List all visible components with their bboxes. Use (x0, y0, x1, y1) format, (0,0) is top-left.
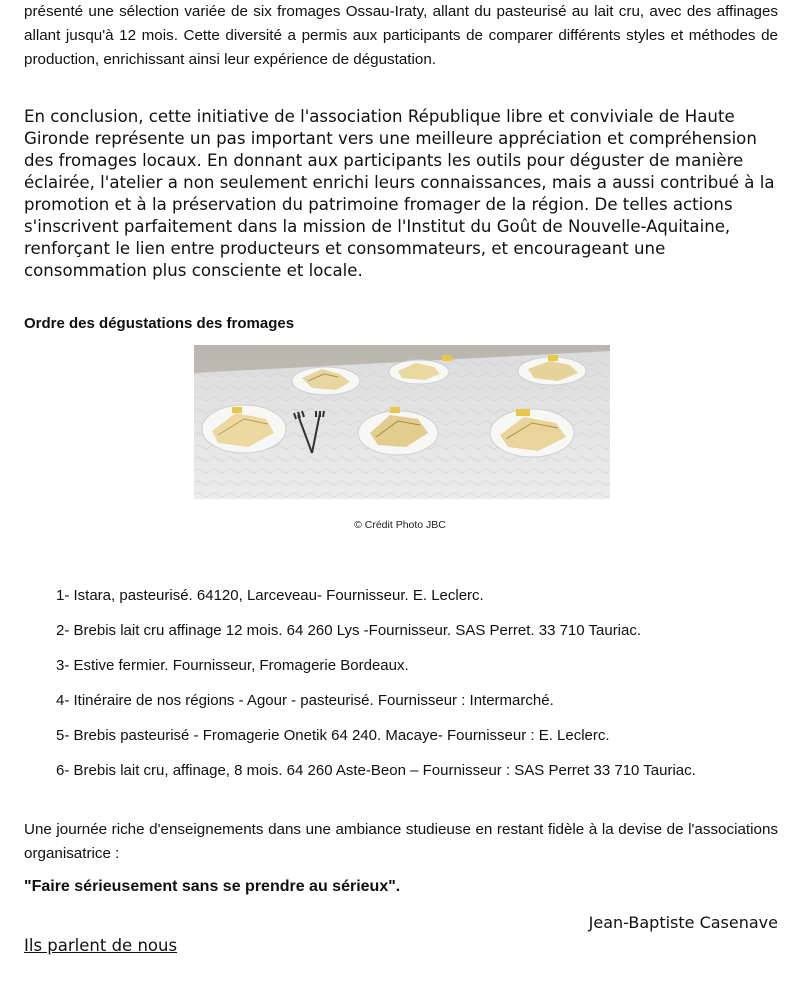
cheese-plate-4 (202, 405, 286, 453)
author-signature: Jean-Baptiste Casenave (588, 913, 778, 932)
ils-parlent-de-nous-link[interactable]: Ils parlent de nous (24, 936, 178, 955)
cheese-list-item-3: 3- Estive fermier. Fournisseur, Fromagerie Bordeaux. (56, 657, 409, 674)
photo-illustration (194, 345, 610, 499)
cheese-list-item-1: 1- Istara, pasteurisé. 64120, Larceveau- Fournisseur. E. Leclerc. (56, 587, 484, 604)
motto: "Faire sérieusement sans se prendre au sérieux". (24, 878, 401, 895)
section-title: Ordre des dégustations des fromages (24, 315, 295, 332)
cheese-plate-1 (292, 367, 360, 395)
conclusion-paragraph: En conclusion, cette initiative de l'association République libre et conviviale de Haute Gironde représente un pas important vers une meilleure appréciation et compréhension des fromages locaux. En donnant aux participants les outils pour déguster de manière éclairée, l'atelier a non seulement enrichi leurs connaissances, mais a aussi contribué à la promotion et à la préservation du patrimoine fromager de la région. De telles actions s'inscrivent parfaitement dans la mission de l'Institut du Goût de Nouvelle-Aquitaine, renforçant le lien entre producteurs et consommateurs, et encourageant une consommation plus consciente et locale. (24, 107, 775, 280)
closing-paragraph: Une journée riche d'enseignements dans une ambiance studieuse en restant fidèle à la devise de l'associations organisatrice : (24, 821, 778, 862)
intro-paragraph: présenté une sélection variée de six fromages Ossau-Iraty, allant du pasteurisé au lait cru, avec des affinages allant jusqu'à 12 mois. Cette diversité a permis aux participants de comparer différents styles et méthodes de production, enrichissant ainsi leur expérience de dégustation. (24, 3, 778, 68)
cheese-list-item-4: 4- Itinéraire de nos régions - Agour - pasteurisé. Fournisseur : Intermarché. (56, 692, 554, 709)
cheese-tasting-photo (194, 345, 610, 499)
cheese-list-item-5: 5- Brebis pasteurisé - Fromagerie Onetik 64 240. Macaye- Fournisseur : E. Leclerc. (56, 727, 610, 744)
cheese-list-item-2: 2- Brebis lait cru affinage 12 mois. 64 260 Lys -Fournisseur. SAS Perret. 33 710 Tauriac. (56, 622, 642, 639)
cheese-plate-6 (490, 409, 574, 457)
photo-caption: © Crédit Photo JBC (354, 519, 446, 531)
cheese-list-item-6: 6- Brebis lait cru, affinage, 8 mois. 64 260 Aste-Beon – Fournisseur : SAS Perret 33 710 Tauriac. (56, 762, 696, 779)
